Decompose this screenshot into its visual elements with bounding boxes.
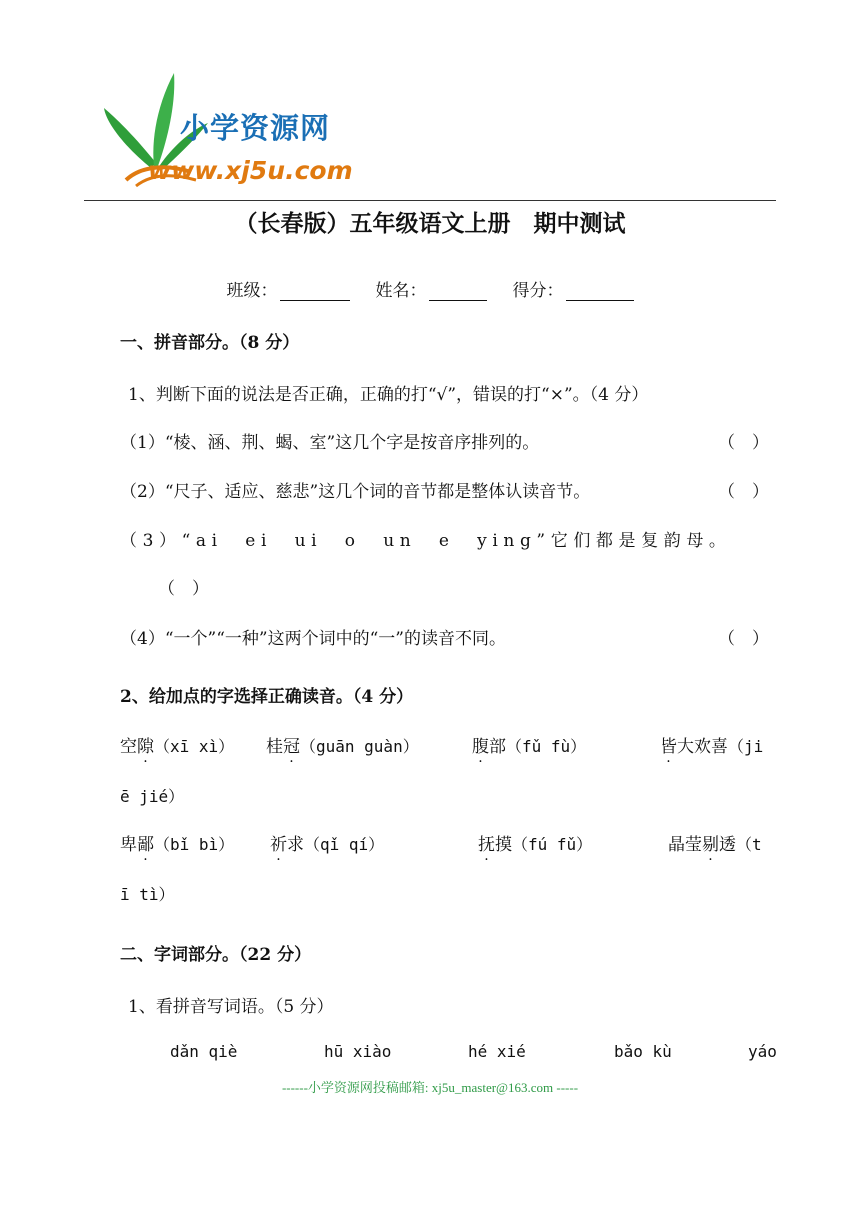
question-1-2: 2、给加点的字选择正确读音。（4 分） [120, 687, 414, 707]
name-label: 姓名： [375, 281, 427, 301]
score-label: 得分： [512, 281, 564, 301]
reading-choice: 晶莹剔透（t [668, 835, 762, 855]
reading-choice-cont: ī tì） [120, 885, 175, 904]
reading-choice: 抚摸（fú fǔ） [478, 835, 593, 855]
answer-paren-3: （ ） [158, 579, 209, 599]
class-blank [280, 282, 350, 301]
score-blank [566, 282, 634, 301]
class-label: 班级： [226, 281, 278, 301]
pinyin-item: yáo [748, 1042, 777, 1061]
name-blank [429, 282, 487, 301]
judge-item-1: （1）“棱、涵、荆、蝎、室”这几个字是按音序排列的。 [120, 433, 540, 453]
pinyin-item: bǎo kù [614, 1042, 672, 1061]
reading-choice: 祈求（qǐ qí） [270, 835, 385, 855]
judge-item-2: （2）“尺子、适应、慈悲”这几个词的音节都是整体认读音节。 [120, 482, 591, 502]
question-2-1: 1、看拼音写词语。（5 分） [128, 997, 334, 1017]
judge-item-4: （4）“一个”“一种”这两个词中的“一”的读音不同。 [120, 629, 506, 649]
section-1-heading: 一、拼音部分。（8 分） [120, 333, 300, 353]
answer-paren-4: （ ） [718, 629, 769, 649]
reading-choice: 腹部（fǔ fù） [472, 737, 587, 757]
question-1-1: 1、判断下面的说法是否正确，正确的打“√”，错误的打“×”。（4 分） [128, 385, 649, 405]
student-info [0, 276, 860, 301]
section-2-heading: 二、字词部分。（22 分） [120, 945, 312, 965]
pinyin-item: hū xiào [324, 1042, 392, 1061]
judge-item-3: （3）“ai ei ui o un e ying”它们都是复韵母。 [120, 531, 732, 551]
pinyin-item: dǎn qiè [170, 1042, 238, 1061]
footer-contact: ------小学资源网投稿邮箱: xj5u_master@163.com ----- [281, 1080, 579, 1095]
logo-url: www.xj5u.com [148, 156, 353, 185]
reading-choice: 桂冠（guān guàn） [266, 737, 419, 757]
reading-choice-cont: ē jié） [120, 787, 185, 806]
header-rule [84, 200, 776, 201]
doc-title: （长春版）五年级语文上册 期中测试 [234, 210, 626, 237]
answer-paren-2: （ ） [718, 482, 769, 502]
logo-name: 小学资源网 [180, 111, 331, 145]
site-logo [96, 68, 353, 193]
reading-choice: 空隙（xī xì） [120, 737, 235, 757]
reading-choice: 卑鄙（bǐ bì） [120, 835, 235, 855]
pinyin-item: hé xié [468, 1042, 526, 1061]
reading-choice: 皆大欢喜（ji [660, 737, 764, 757]
answer-paren-1: （ ） [718, 433, 769, 453]
